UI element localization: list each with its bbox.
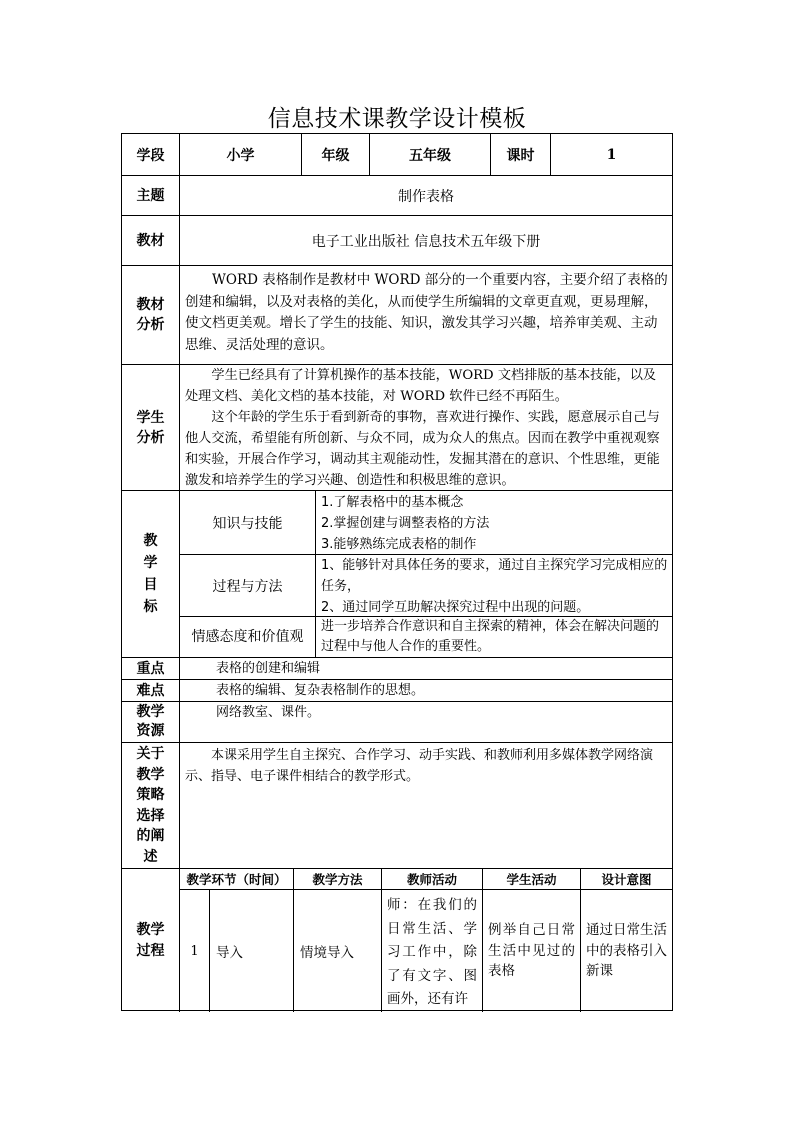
knowledge-label: 知识与技能	[180, 491, 316, 555]
grade-value: 五年级	[370, 134, 491, 176]
textbook-analysis-text: WORD 表格制作是教材中 WORD 部分的一个重要内容，主要介绍了表格的创建和编辑，以及对表格的美化，从而使学生所编辑的文章更直观，更易理解，使文档更美观。增长了学生的技能、知识，激发其学习兴趣，培养审美观、主动思维、灵活处理的意识。	[185, 272, 668, 353]
resources-text: 网络教室、课件。	[180, 702, 672, 743]
objectives-label-char-1: 教	[143, 533, 158, 549]
process-header-stage: 教学环节（时间）	[180, 869, 294, 890]
knowledge-item-2: 2.掌握创建与调整表格的方法	[321, 516, 490, 531]
grade-label: 年级	[302, 134, 370, 176]
process-row-teacher: 师：在我们的日常生活、学习工作中，除了有文字、图画外，还有许	[382, 890, 483, 1012]
strategy-text: 本课采用学生自主探究、合作学习、动手实践、和教师利用多媒体教学网络演示、指导、电子课件相结合的教学形式。	[185, 748, 654, 784]
objectives-label	[122, 491, 180, 658]
process-method-items	[316, 555, 672, 617]
strategy-label	[122, 743, 180, 869]
strategy-label-line4: 选择	[136, 807, 165, 824]
textbook-analysis-cell	[180, 266, 672, 365]
process-method-label: 过程与方法	[180, 555, 316, 617]
process-row-stage: 导入	[210, 890, 294, 1012]
strategy-label-line2: 教学	[136, 766, 165, 783]
student-analysis-label	[122, 365, 180, 491]
difficulty-text: 表格的编辑、复杂表格制作的思想。	[180, 680, 672, 702]
knowledge-items	[316, 491, 672, 555]
topic-label: 主题	[122, 176, 180, 216]
objectives-label-char-3: 目	[143, 577, 158, 593]
textbook-analysis-label-line2: 分析	[136, 317, 165, 333]
strategy-label-line6: 述	[143, 848, 158, 865]
objectives-label-char-2: 学	[143, 555, 158, 571]
textbook-value: 电子工业出版社 信息技术五年级下册	[180, 216, 672, 266]
knowledge-item-3: 3.能够熟练完成表格的制作	[321, 537, 477, 552]
textbook-analysis-label-line1: 教材	[136, 297, 165, 313]
objectives-label-char-4: 标	[143, 599, 158, 615]
emotion-label: 情感态度和价值观	[180, 617, 316, 658]
knowledge-item-1: 1.了解表格中的基本概念	[321, 495, 464, 510]
student-analysis-para1: 学生已经具有了计算机操作的基本技能，WORD 文档排版的基本技能，以及处理文档、美化文档的基本技能，对 WORD 软件已经不再陌生。	[185, 368, 657, 404]
process-header-method: 教学方法	[294, 869, 382, 890]
student-analysis-para2: 这个年龄的学生乐于看到新奇的事物，喜欢进行操作、实践，愿意展示自己与他人交流，希望能有所创新、与众不同，成为众人的焦点。因而在教学中重视观察和实验，开展合作学习，调动其主观能动性，发掘其潜在的意识、个性思维，更能激发和培养学生的学习兴趣、创造性和积极思维的意识。	[185, 410, 660, 488]
student-analysis-label-line1: 学生	[136, 409, 165, 426]
resources-label-line1: 教学	[136, 704, 165, 720]
key-point-text: 表格的创建和编辑	[180, 658, 672, 680]
process-row-method: 情境导入	[294, 890, 382, 1012]
process-row-student: 例举自己日常生活中见过的表格	[483, 890, 581, 1012]
difficulty-label: 难点	[122, 680, 180, 702]
process-method-item-1: 1、能够针对具体任务的要求，通过自主探究学习完成相应的任务，	[321, 558, 668, 594]
process-header-teacher: 教师活动	[382, 869, 483, 890]
student-analysis-cell	[180, 365, 672, 491]
resources-label-line2: 资源	[136, 723, 165, 739]
document-title: 信息技术课教学设计模板	[267, 106, 527, 132]
stage-label: 学段	[122, 134, 180, 176]
key-point-label: 重点	[122, 658, 180, 680]
process-method-item-2: 2、通过同学互助解决探究过程中出现的问题。	[321, 600, 590, 615]
strategy-label-line3: 策略	[136, 787, 165, 803]
process-label-line2: 过程	[136, 942, 165, 959]
resources-label	[122, 702, 180, 743]
period-label: 课时	[491, 134, 551, 176]
lesson-plan-table	[121, 133, 673, 1011]
process-header-intent: 设计意图	[581, 869, 672, 890]
textbook-label: 教材	[122, 216, 180, 266]
strategy-cell	[180, 743, 672, 869]
process-row-num: 1	[180, 890, 210, 1012]
process-header-student: 学生活动	[483, 869, 581, 890]
emotion-text: 进一步培养合作意识和自主探索的精神，体会在解决问题的过程中与他人合作的重要性。	[316, 617, 672, 658]
strategy-label-line1: 关于	[136, 746, 165, 762]
student-analysis-label-line2: 分析	[136, 429, 165, 446]
process-label	[122, 869, 180, 1012]
textbook-analysis-label	[122, 266, 180, 365]
strategy-label-line5: 的阐	[136, 828, 165, 844]
process-label-line1: 教学	[136, 921, 165, 938]
period-value: 1	[551, 134, 672, 176]
process-row-intent: 通过日常生活中的表格引入新课	[586, 922, 667, 979]
stage-value: 小学	[180, 134, 302, 176]
topic-value: 制作表格	[180, 176, 672, 216]
